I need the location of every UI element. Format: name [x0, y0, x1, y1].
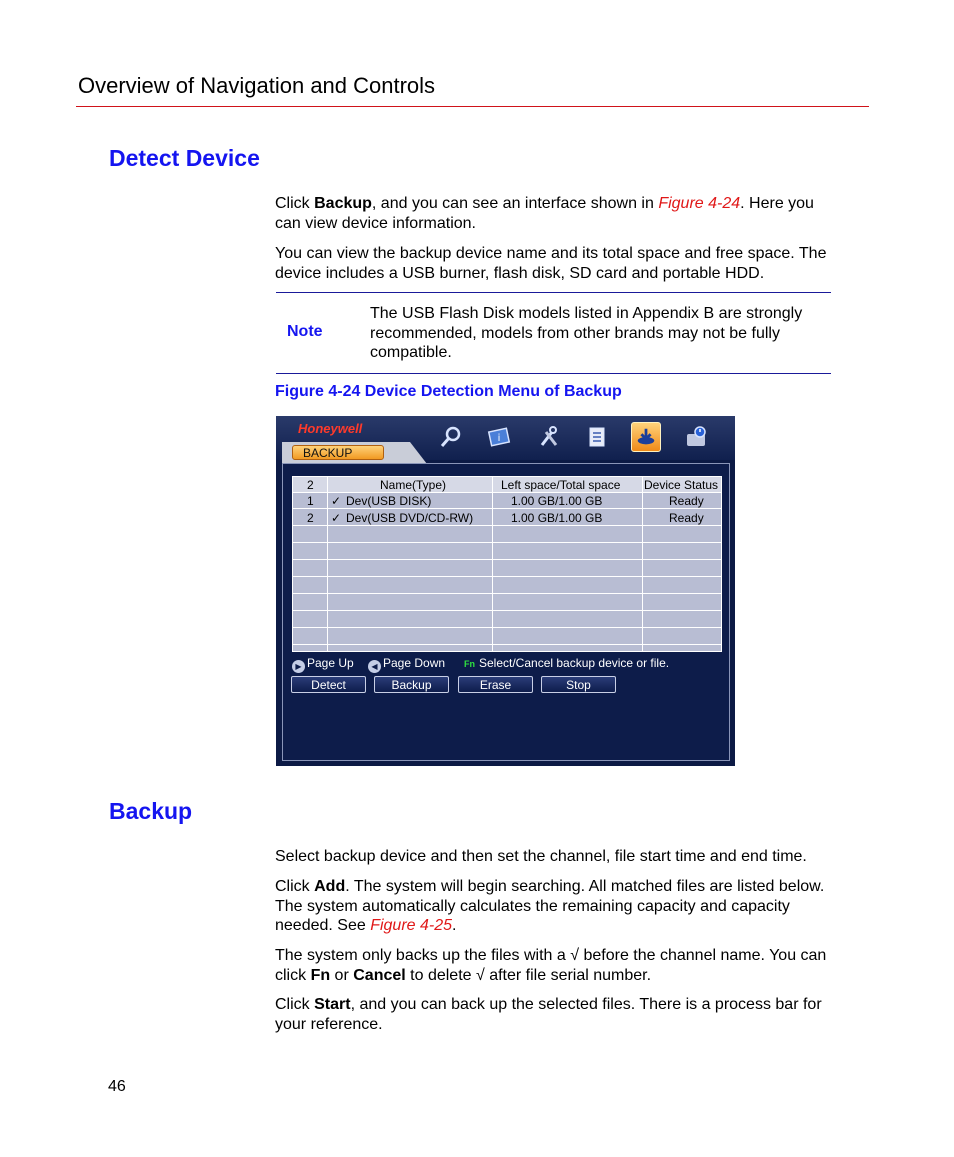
figure-caption: Figure 4-24 Device Detection Menu of Backup	[275, 383, 622, 400]
row-space: 1.00 GB/1.00 GB	[511, 511, 603, 525]
page-down-hint[interactable]	[368, 656, 445, 673]
row-index: 1	[307, 494, 314, 508]
section-heading-backup: Backup	[109, 798, 193, 824]
table-row-empty	[293, 612, 721, 628]
row-status: Ready	[669, 494, 704, 508]
text: . The system will begin searching. All matched files are listed below. The system automatically calculates the remaining capacity and capacity needed. See	[275, 878, 825, 934]
paragraph-device-info: You can view the backup device name and its total space and free space. The device includes a USB burner, flash disk, SD card and portable HDD.	[275, 245, 827, 282]
fn-hint	[464, 656, 669, 670]
note-top-rule	[276, 292, 831, 293]
info-icon[interactable]	[484, 422, 514, 452]
text: . Here you can view device information.	[275, 195, 814, 232]
text: or	[330, 966, 354, 984]
figure-link[interactable]: Figure 4-25	[370, 917, 453, 934]
backup-icon[interactable]	[631, 422, 661, 452]
device-table	[292, 476, 722, 652]
text: .	[452, 917, 457, 934]
page-up-icon: ▶	[292, 660, 305, 673]
paragraph-backup-add	[275, 877, 835, 936]
erase-button[interactable]: Erase	[458, 676, 533, 693]
text: to delete √ after file serial number.	[405, 966, 652, 984]
tools-icon[interactable]	[534, 422, 564, 452]
fn-hint-text: Select/Cancel backup device or file.	[479, 656, 670, 670]
note-label: Note	[287, 323, 323, 340]
bold-term: Add	[314, 878, 346, 895]
column-header-space: Left space/Total space	[501, 478, 621, 492]
row-name: Dev(USB DISK)	[346, 494, 432, 508]
column-header-status: Device Status	[644, 478, 719, 492]
row-name: Dev(USB DVD/CD-RW)	[346, 511, 474, 525]
text: Click	[275, 195, 315, 212]
column-divider	[492, 477, 493, 651]
table-row-empty	[293, 544, 721, 560]
fn-key-label: Fn	[464, 659, 475, 669]
table-row[interactable]	[293, 493, 721, 509]
bold-term: Backup	[314, 195, 372, 212]
honeywell-logo: Honeywell	[298, 421, 363, 436]
paragraph-backup-start	[275, 995, 835, 1034]
paragraph-backup-select: Select backup device and then set the channel, file start time and end time.	[275, 848, 807, 865]
svg-text:i: i	[497, 433, 501, 444]
page-up-hint[interactable]	[292, 656, 354, 673]
column-header-name: Name(Type)	[380, 478, 447, 492]
paragraph-backup-check	[275, 946, 835, 985]
figure-link[interactable]: Figure 4-24	[658, 195, 741, 212]
backup-screenshot	[276, 416, 735, 766]
table-row[interactable]	[293, 510, 721, 526]
page-header-title: Overview of Navigation and Controls	[78, 73, 436, 98]
page-down-label: Page Down	[383, 656, 446, 670]
row-index: 2	[307, 511, 314, 525]
shutdown-icon[interactable]	[681, 422, 711, 452]
row-checkbox[interactable]: ✓	[331, 494, 342, 508]
table-row-empty	[293, 578, 721, 594]
table-row-empty	[293, 561, 721, 577]
section-heading-detect-device: Detect Device	[109, 145, 260, 171]
page-up-label: Page Up	[307, 656, 354, 670]
column-divider	[642, 477, 643, 651]
search-icon[interactable]	[436, 422, 466, 452]
tab-backup[interactable]: BACKUP	[292, 445, 384, 460]
text: Click	[275, 878, 315, 895]
bold-term: Fn	[310, 966, 331, 984]
checklist-icon[interactable]	[582, 422, 612, 452]
text: The system only backs up the files with a √ before the channel name. You can click	[275, 947, 827, 984]
row-space: 1.00 GB/1.00 GB	[511, 494, 603, 508]
page-down-icon: ◀	[368, 660, 381, 673]
row-checkbox[interactable]: ✓	[331, 511, 342, 525]
text: , and you can see an interface shown in	[371, 195, 659, 212]
column-divider	[327, 477, 328, 651]
note-text: The USB Flash Disk models listed in Appendix B are strongly recommended, models from other brands may not be fully compatible.	[370, 305, 803, 361]
backup-button[interactable]: Backup	[374, 676, 449, 693]
bold-term: Cancel	[353, 966, 406, 984]
row-status: Ready	[669, 511, 704, 525]
table-row-empty	[293, 527, 721, 543]
detect-button[interactable]: Detect	[291, 676, 366, 693]
stop-button[interactable]: Stop	[541, 676, 616, 693]
table-header-row	[293, 477, 721, 493]
text: Click	[275, 996, 315, 1013]
column-header-count: 2	[307, 478, 314, 492]
paragraph-detect-intro	[275, 194, 835, 233]
note-bottom-rule	[276, 373, 831, 374]
table-row-empty	[293, 595, 721, 611]
header-divider	[76, 106, 869, 107]
page-number: 46	[108, 1078, 126, 1095]
text: , and you can back up the selected files. There is a process bar for your reference.	[275, 996, 822, 1033]
table-row-empty	[293, 629, 721, 645]
bold-term: Start	[314, 996, 351, 1013]
